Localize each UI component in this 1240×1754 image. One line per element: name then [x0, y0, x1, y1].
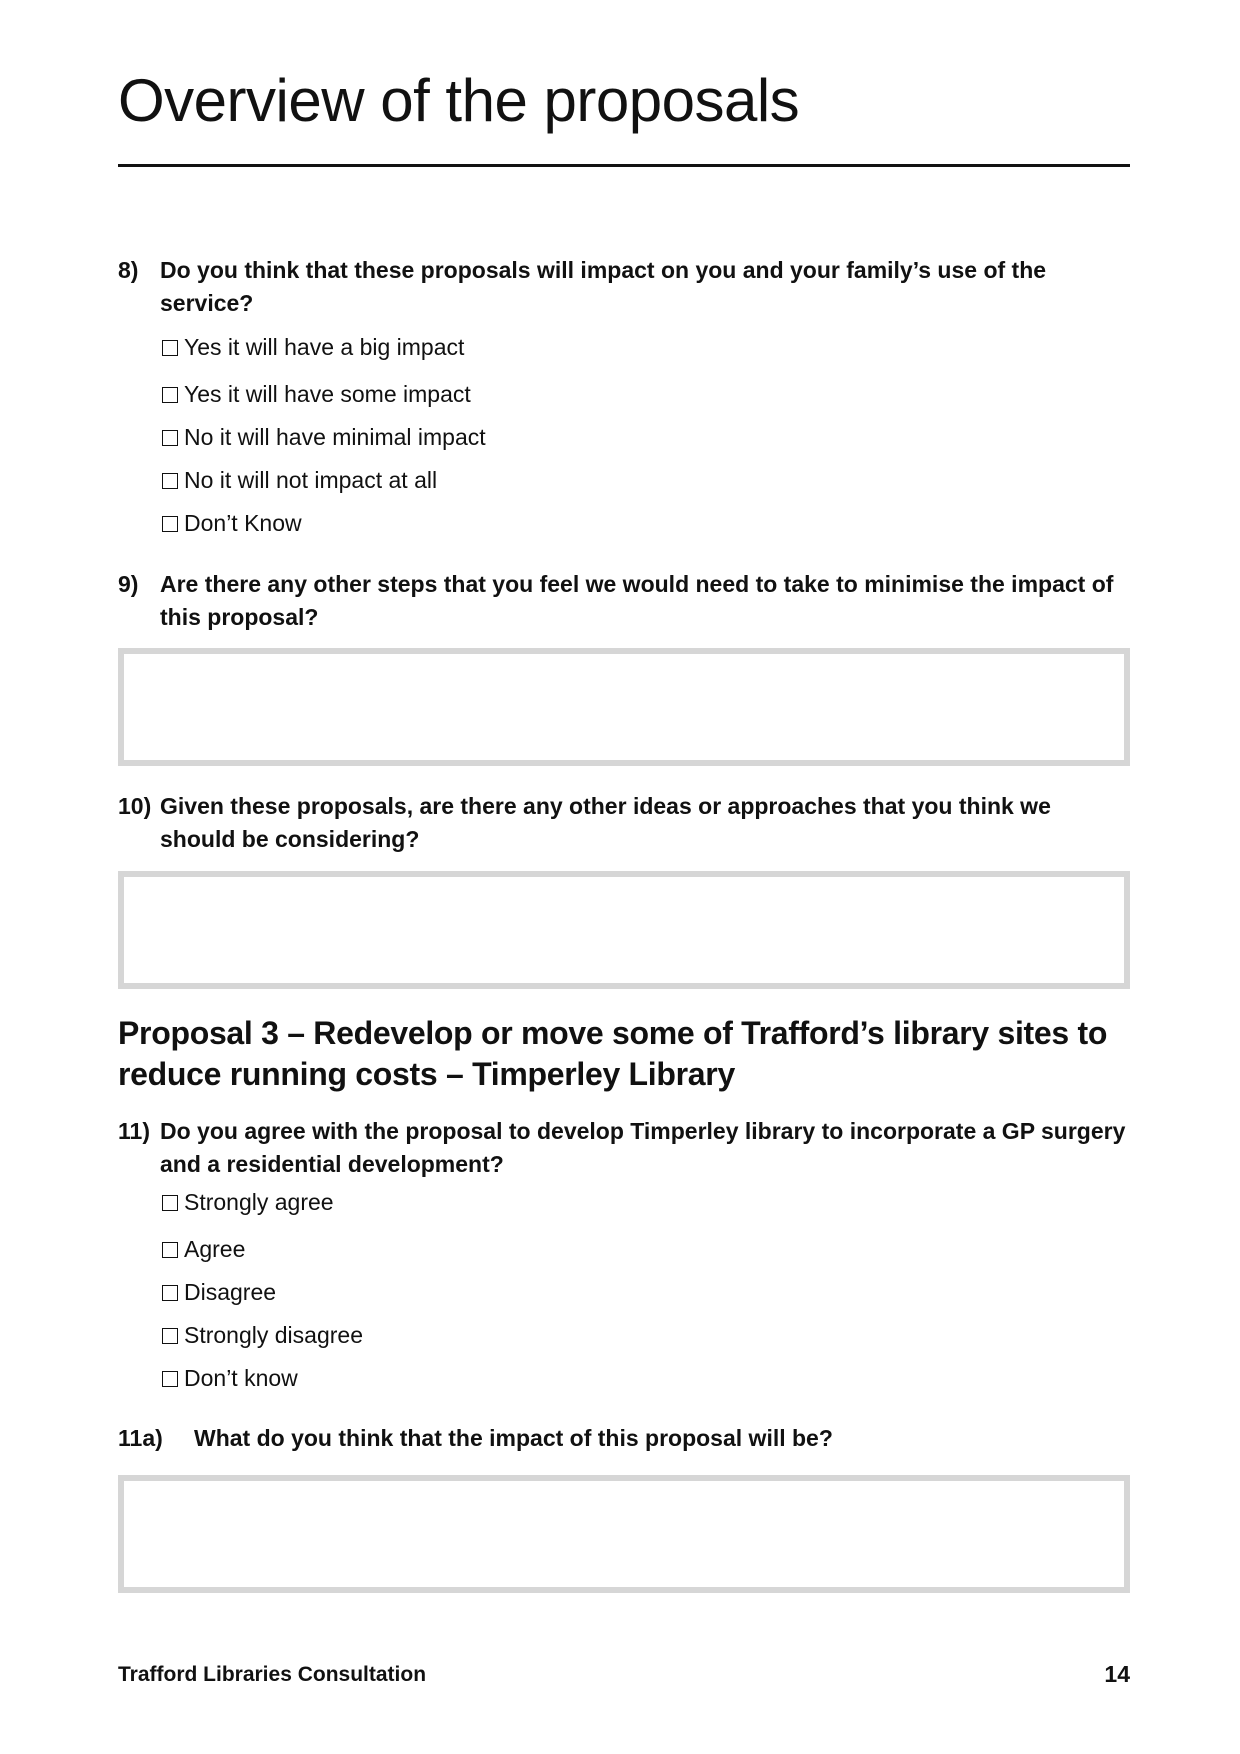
checkbox[interactable]: [162, 387, 178, 403]
checkbox[interactable]: [162, 1285, 178, 1301]
checkbox[interactable]: [162, 340, 178, 356]
q11-option-dont-know[interactable]: [162, 1365, 298, 1392]
question-11a: [118, 1422, 1130, 1455]
question-9: [118, 568, 1130, 634]
question-number: 11a): [118, 1425, 163, 1451]
question-text: Given these proposals, are there any other ideas or approaches that you think we should be considering?: [160, 793, 1051, 852]
q8-option-some-impact[interactable]: [162, 381, 471, 408]
question-number: 10): [118, 793, 152, 819]
question-number: 8): [118, 257, 139, 283]
footer-title: Trafford Libraries Consultation: [118, 1663, 427, 1686]
question-text: What do you think that the impact of this proposal will be?: [194, 1425, 833, 1451]
checkbox[interactable]: [162, 1328, 178, 1344]
q10-answer-box[interactable]: [118, 871, 1130, 989]
question-10: [118, 790, 1130, 856]
q9-answer-box[interactable]: [118, 648, 1130, 766]
checkbox[interactable]: [162, 1195, 178, 1211]
checkbox[interactable]: [162, 473, 178, 489]
q8-option-minimal-impact[interactable]: [162, 424, 486, 451]
q11-option-agree[interactable]: [162, 1236, 245, 1263]
option-label: Yes it will have some impact: [184, 381, 471, 407]
question-text: Are there any other steps that you feel we would need to take to minimise the impact of this proposal?: [160, 571, 1114, 630]
title-divider: [118, 164, 1130, 167]
page-title: Overview of the proposals: [118, 67, 800, 134]
question-number: 9): [118, 571, 139, 597]
question-number: 11): [118, 1118, 150, 1144]
checkbox[interactable]: [162, 430, 178, 446]
q8-option-dont-know[interactable]: [162, 510, 302, 537]
q11-option-disagree[interactable]: [162, 1279, 276, 1306]
option-label: Strongly agree: [184, 1189, 334, 1215]
page-number: 14: [1104, 1661, 1130, 1687]
checkbox[interactable]: [162, 1242, 178, 1258]
option-label: Yes it will have a big impact: [184, 334, 465, 360]
question-text: Do you think that these proposals will impact on you and your family’s use of the service?: [160, 257, 1047, 316]
q11-option-strongly-agree[interactable]: [162, 1189, 334, 1216]
option-label: Don’t Know: [184, 510, 302, 536]
checkbox[interactable]: [162, 516, 178, 532]
option-label: No it will have minimal impact: [184, 424, 486, 450]
question-text: Do you agree with the proposal to develop Timperley library to incorporate a GP surgery and a residential development?: [160, 1118, 1126, 1177]
checkbox[interactable]: [162, 1371, 178, 1387]
option-label: Don’t know: [184, 1365, 298, 1391]
question-8: [118, 254, 1130, 320]
option-label: Strongly disagree: [184, 1322, 363, 1348]
proposal-3-heading: Proposal 3 – Redevelop or move some of Trafford’s library sites to reduce running costs – Timperley Library: [118, 1015, 1108, 1092]
option-label: Agree: [184, 1236, 246, 1262]
q11-option-strongly-disagree[interactable]: [162, 1322, 363, 1349]
question-11: [118, 1115, 1130, 1181]
q8-option-big-impact[interactable]: [162, 334, 464, 361]
q8-option-no-impact[interactable]: [162, 467, 437, 494]
option-label: Disagree: [184, 1279, 277, 1305]
option-label: No it will not impact at all: [184, 467, 438, 493]
q11a-answer-box[interactable]: [118, 1475, 1130, 1593]
